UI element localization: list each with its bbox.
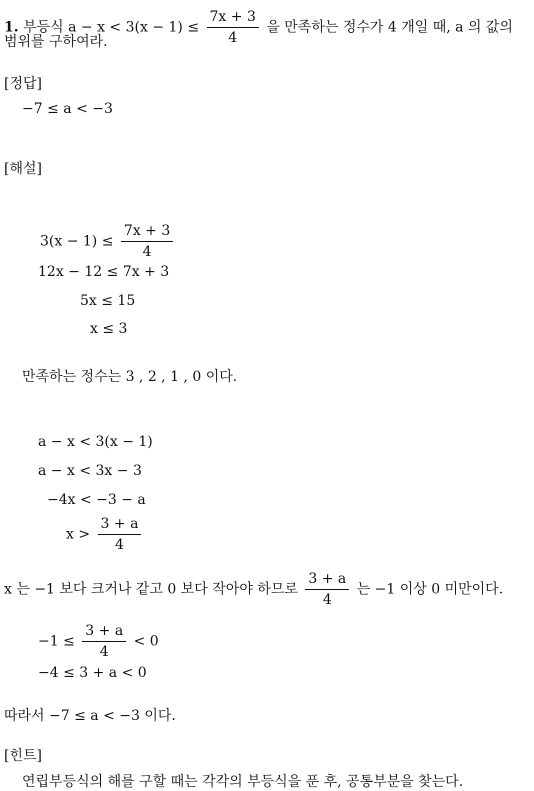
solution-step-3: 5x ≤ 15	[80, 293, 136, 309]
solution-step-7: −4x < −3 − a	[47, 492, 146, 508]
integers-line: 만족하는 정수는 3 , 2 , 1 , 0 이다.	[22, 369, 238, 385]
problem-number: 1.	[4, 19, 19, 36]
step-8-fraction	[98, 515, 142, 554]
solution-step-4: x ≤ 3	[90, 321, 128, 337]
condition-suffix: 는 −1 이상 0 미만이다.	[356, 581, 504, 598]
fraction-numerator: 3 + a	[85, 623, 124, 639]
problem-fraction	[207, 8, 259, 47]
problem-line-2: 범위를 구하여라.	[4, 34, 108, 50]
fraction-denominator: 4	[121, 241, 173, 261]
condition-prefix: x 는 −1 보다 크거나 같고 0 보다 작아야 하므로	[4, 581, 298, 598]
step-9-left: −1 ≤	[38, 633, 75, 650]
step-9-fraction	[82, 622, 126, 661]
step-1-left: 3(x − 1) ≤	[40, 233, 114, 250]
hint-text: 연립부등식의 해를 구할 때는 각각의 부등식을 푼 후, 공통부분을 찾는다.	[22, 774, 464, 790]
solution-step-1	[40, 222, 176, 261]
fraction-denominator: 4	[305, 589, 349, 609]
step-8-left: x >	[66, 526, 91, 543]
fraction-numerator: 7x + 3	[123, 223, 171, 239]
solution-step-5: a − x < 3(x − 1)	[38, 434, 153, 450]
fraction-denominator: 4	[82, 641, 126, 661]
fraction-numerator: 3 + a	[308, 571, 347, 587]
solution-step-6: a − x < 3x − 3	[38, 463, 142, 479]
conclusion-line: 따라서 −7 ≤ a < −3 이다.	[4, 708, 176, 724]
answer-value: −7 ≤ a < −3	[22, 101, 113, 117]
problem-stem-suffix: 을 만족하는 정수가 4 개일 때, a 의 값의	[266, 19, 513, 36]
hint-label: [힌트]	[4, 748, 42, 764]
solution-step-9	[38, 622, 159, 661]
fraction-numerator: 3 + a	[100, 516, 139, 532]
problem-stem-prefix: 부등식 a − x < 3(x − 1) ≤	[23, 19, 200, 36]
solution-label: [해설]	[4, 161, 42, 177]
condition-fraction	[305, 570, 349, 609]
answer-label: [정답]	[4, 76, 42, 92]
solution-step-10: −4 ≤ 3 + a < 0	[38, 665, 147, 681]
fraction-denominator: 4	[207, 27, 259, 47]
solution-step-2: 12x − 12 ≤ 7x + 3	[38, 264, 170, 280]
solution-step-8	[66, 515, 144, 554]
fraction-denominator: 4	[98, 534, 142, 554]
step-1-fraction	[121, 222, 173, 261]
condition-line	[4, 570, 503, 609]
step-9-right: < 0	[133, 633, 159, 650]
fraction-numerator: 7x + 3	[209, 9, 256, 25]
